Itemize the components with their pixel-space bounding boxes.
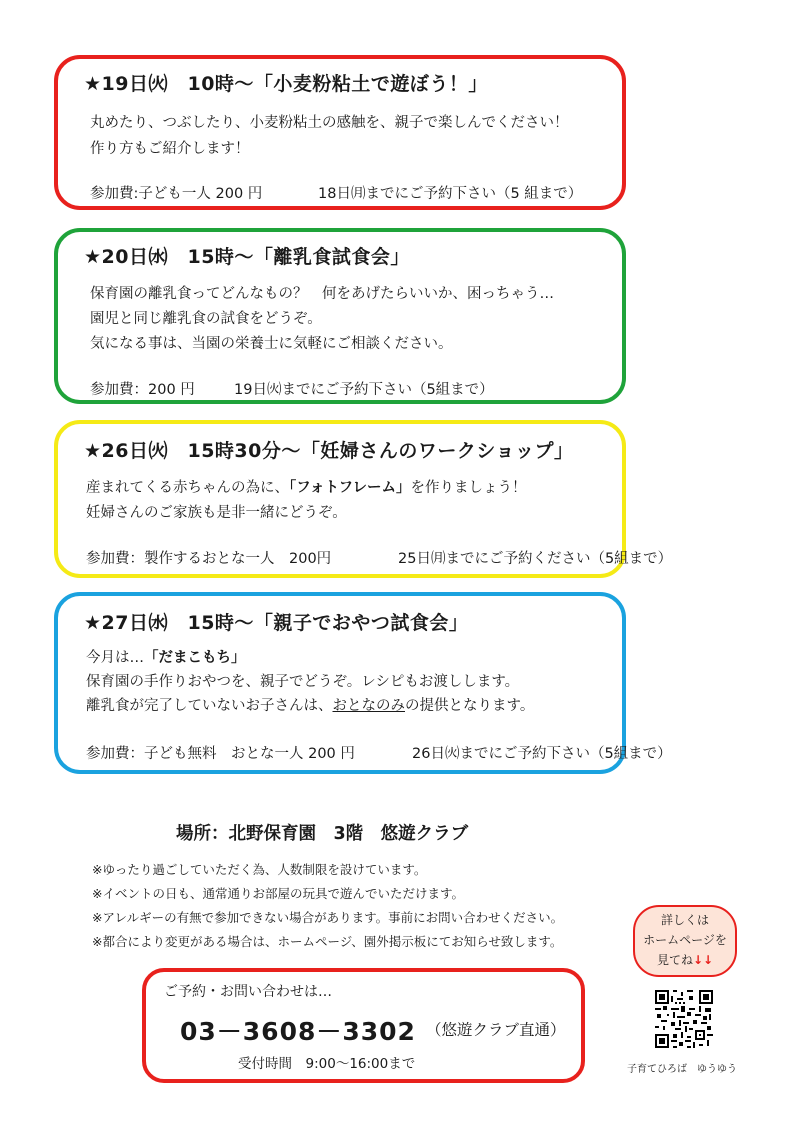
event-fee: 参加費：子ども無料 おとな一人 200 円 <box>86 746 355 762</box>
event-card-4 <box>54 592 672 774</box>
contact-heading: ご予約・お問い合わせは… <box>164 984 332 1000</box>
callout-line: 詳しくは <box>660 913 709 927</box>
reception-hours: 受付時間 9:00～16:00まで <box>238 1056 416 1072</box>
event-fee: 参加費：200 円 <box>90 382 195 398</box>
phone-note: （悠遊クラブ直通） <box>426 1021 566 1039</box>
event-card-1 <box>54 55 626 210</box>
event-description: 気になる事は、当園の栄養士に気軽にご相談ください。 <box>90 336 453 352</box>
event-underlined-text: おとなのみ <box>332 698 405 714</box>
event-description: 妊婦さんのご家族も是非一緒にどうぞ。 <box>86 505 347 521</box>
event-highlight: 「フォトフレーム」 <box>289 480 411 496</box>
down-arrows-icon: ↓↓ <box>692 953 714 967</box>
callout-line <box>635 950 735 970</box>
event-description-text: 今月は… <box>86 650 144 666</box>
note-line: ※都合により変更がある場合は、ホームページ、園外掲示板にてお知らせ致します。 <box>92 934 563 949</box>
event-title: ★19日㈫ 10時～「小麦粉粘土で遊ぼう！」 <box>84 73 488 95</box>
event-description: 保育園の手作りおやつを、親子でどうぞ。レシピもお渡しします。 <box>86 674 520 690</box>
event-fee: 参加費：製作するおとな一人 200円 <box>86 551 332 567</box>
callout-line: ホームページを <box>643 933 727 947</box>
event-description-text: 離乳食が完了していないお子さんは、 <box>86 698 333 714</box>
event-title: ★27日㈬ 15時～「親子でおやつ試食会」 <box>84 612 469 634</box>
qr-code-icon[interactable] <box>655 990 713 1048</box>
note-line: ※アレルギーの有無で参加できない場合があります。事前にお問い合わせください。 <box>92 910 564 925</box>
event-card-2 <box>54 228 626 404</box>
event-description <box>86 646 246 667</box>
event-deadline: 18日㈪までにご予約下さい（5 組まで） <box>318 186 583 202</box>
event-description <box>86 476 527 497</box>
callout-text: 見てね <box>656 953 693 967</box>
event-description: 作り方もご紹介します！ <box>90 141 250 157</box>
event-fee: 参加費:子ども一人 200 円 <box>90 186 263 202</box>
event-title: ★26日㈫ 15時30分～「妊婦さんのワークショップ」 <box>84 440 574 462</box>
event-description-text: 産まれてくる赤ちゃんの為に、 <box>86 480 289 496</box>
event-description <box>86 694 534 715</box>
event-description: 保育園の離乳食ってどんなもの？ 何をあげたらいいか、困っちゃう… <box>90 286 554 302</box>
event-description: 園児と同じ離乳食の試食をどうぞ。 <box>90 311 322 327</box>
homepage-callout <box>633 905 737 977</box>
event-description-text: の提供となります。 <box>405 698 535 714</box>
event-card-3 <box>54 420 673 578</box>
phone-number[interactable]: 03－3608－3302 <box>180 1017 416 1046</box>
contact-box <box>142 968 585 1083</box>
event-highlight: 「だまこもち」 <box>144 650 246 666</box>
qr-caption: 子育てひろば ゆうゆう <box>627 1064 737 1075</box>
event-description: 丸めたり、つぶしたり、小麦粉粘土の感触を、親子で楽しんでください！ <box>90 115 569 131</box>
note-line: ※イベントの日も、通常通りお部屋の玩具で遊んでいただけます。 <box>92 886 464 901</box>
event-deadline: 25日㈪までにご予約ください（5組まで） <box>398 551 673 567</box>
event-description-text: を作りましょう！ <box>410 480 527 496</box>
event-title: ★20日㈬ 15時～「離乳食試食会」 <box>84 246 410 268</box>
note-line: ※ゆったり過ごしていただく為、人数制限を設けています。 <box>92 862 427 877</box>
venue-label: 場所：北野保育園 3階 悠遊クラブ <box>176 824 469 844</box>
event-deadline: 19日㈫までにご予約下さい（5組まで） <box>234 382 494 398</box>
event-deadline: 26日㈫までにご予約下さい（5組まで） <box>412 746 672 762</box>
